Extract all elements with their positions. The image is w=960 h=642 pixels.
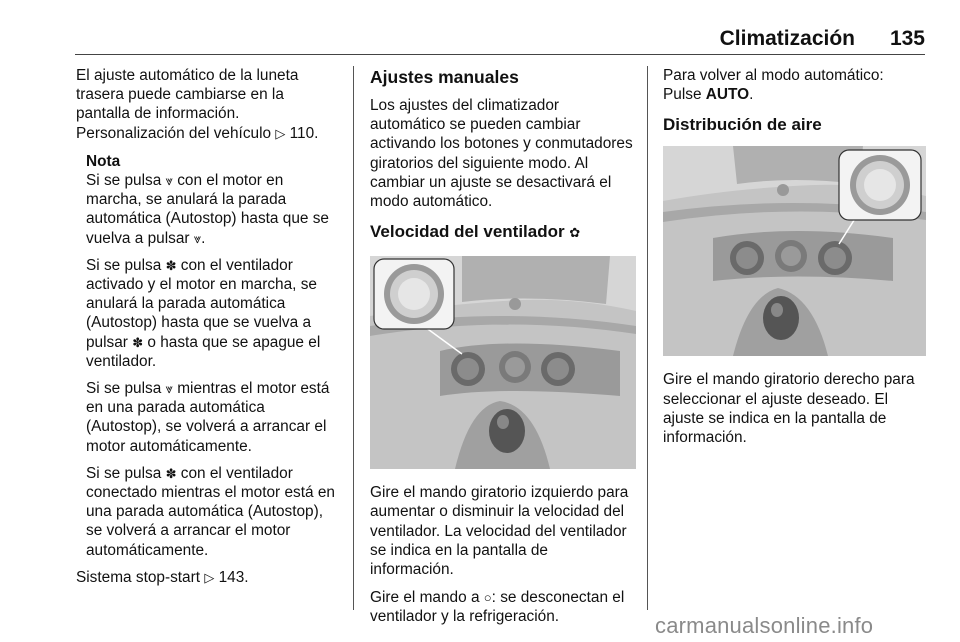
column-divider <box>647 66 648 610</box>
ac-icon: ✽ <box>165 465 177 481</box>
figure-caption: Gire el mando giratorio izquierdo para aumentar o disminuir la velocidad del ventilador. La velocidad del ventilador se indica en la pantalla de información. <box>370 484 629 579</box>
column-middle <box>370 66 636 636</box>
paragraph: Si se pulsa ✽ con el ventilador activado y el motor en marcha, se anulará la parada automática (Autostop) hasta que se vuelva a pulsar ✽ o hasta que se apague el ventilador. <box>86 256 321 370</box>
subsection-heading: Distribución de aire <box>663 115 822 135</box>
page-header <box>0 0 960 60</box>
paragraph: Si se pulsa ⩔ mientras el motor está en una parada automática (Autostop), se volverá a arrancar el motor automáticamente. <box>86 380 330 455</box>
page-title: Climatización <box>719 27 855 50</box>
paragraph: Gire el mando a ○: se desconectan el ventilador y la refrigeración. <box>370 589 625 626</box>
paragraph: Los ajustes del climatizador automático se pueden cambiar activando los botones y conmutadores giratorios del siguiente modo. Al cambiar un ajuste se desactivará el modo automático. <box>370 97 633 211</box>
paragraph: Si se pulsa ⩔ con el motor en marcha, se anulará la parada automática (Autostop) hasta que se vuelva a pulsar ⩔. <box>86 172 329 247</box>
column-left <box>76 66 340 596</box>
rear-defrost-icon: ⩔ <box>193 230 202 246</box>
ac-icon: ✽ <box>132 334 144 350</box>
section-heading: Ajustes manuales <box>370 67 519 87</box>
air-distribution-knob-illustration <box>663 146 926 356</box>
fan-speed-knob-illustration <box>370 256 636 469</box>
paragraph: El ajuste automático de la luneta trasera puede cambiarse en la pantalla de información. Personalización del vehículo ▷ 110. <box>76 67 319 142</box>
reference-arrow-icon: ▷ <box>275 125 286 141</box>
fan-icon: ✿ <box>569 225 581 241</box>
column-right <box>663 66 931 456</box>
figure-caption: Gire el mando giratorio derecho para seleccionar el ajuste deseado. El ajuste se indica en la pantalla de información. <box>663 371 915 447</box>
note-title: Nota <box>86 152 121 170</box>
note-block <box>86 152 340 560</box>
paragraph: Sistema stop-start ▷ 143. <box>76 568 249 586</box>
page-number: 135 <box>889 27 925 50</box>
reference-arrow-icon: ▷ <box>204 569 215 585</box>
watermark: carmanualsonline.info <box>655 613 874 638</box>
header-rule <box>75 54 925 55</box>
paragraph: Para volver al modo automático: Pulse AUTO. <box>663 67 884 104</box>
page-reference-link[interactable]: 143. <box>218 568 249 586</box>
rear-defrost-icon: ⩔ <box>165 381 173 397</box>
off-icon: ○ <box>483 590 492 606</box>
subsection-heading: Velocidad del ventilador ✿ <box>370 221 636 244</box>
page-reference-link[interactable]: 110. <box>289 124 319 142</box>
paragraph: Si se pulsa ✽ con el ventilador conectado mientras el motor está en una parada automática (Autostop), se volverá a arrancar el motor automáticamente. <box>86 464 335 559</box>
ac-icon: ✽ <box>165 257 177 273</box>
column-divider <box>353 66 354 610</box>
rear-defrost-icon: ⩔ <box>165 173 173 189</box>
auto-button-label: AUTO <box>705 86 750 104</box>
